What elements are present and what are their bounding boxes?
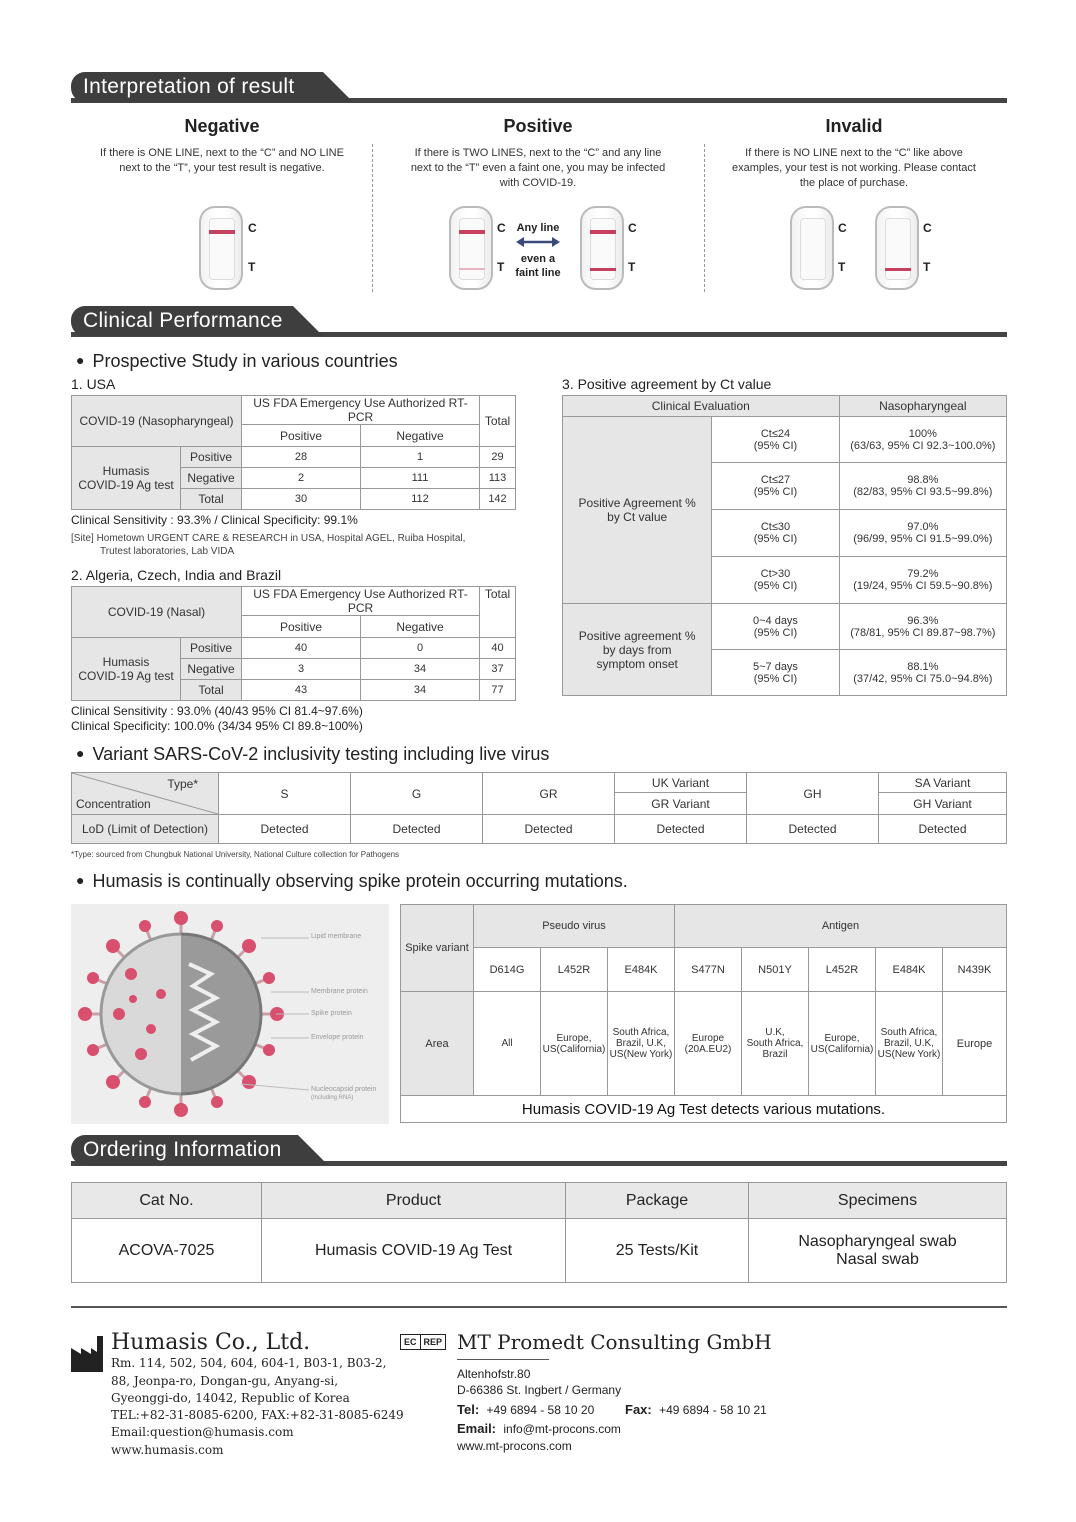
rep-address: Altenhofstr.80	[457, 1367, 531, 1381]
table-row-label: Positive	[181, 447, 242, 468]
virus-label: (Including RNA)	[311, 1095, 354, 1101]
virus-label: Nucleocapsid protein	[311, 1086, 377, 1093]
table-cell: 28	[242, 447, 361, 468]
ct-group-label: Positive agreement % by days from symptom onset	[563, 604, 712, 696]
spike-caption: Humasis COVID-19 Ag Test detects various mutations.	[401, 1096, 1007, 1123]
test-cassette-invalid	[790, 206, 834, 290]
usa-result: Clinical Sensitivity : 93.3% / Clinical Specificity: 99.1%	[71, 513, 358, 527]
company-address: Rm. 114, 502, 504, 604, 604-1, B03-1, B03-2,	[111, 1356, 387, 1370]
manufacturer-icon	[71, 1336, 103, 1372]
negative-title: Negative	[184, 116, 260, 136]
concentration-label: Concentration	[76, 797, 151, 811]
mutation-cell: E484K	[876, 948, 943, 992]
table-header: Clinical Evaluation	[563, 396, 840, 417]
arrow-bottom-label: even a	[520, 253, 556, 265]
positive-text: If there is TWO LINES, next to the “C” and any line next to the “T” even a faint one, you may be infected with COVID-19.	[410, 147, 666, 189]
variant-footnote: *Type: sourced from Chungbuk National University, National Culture collection for Pathogens	[71, 850, 400, 859]
usa-site: [Site] Hometown URGENT CARE & RESEARCH in USA, Hospital AGEL, Ruiba Hospital,	[71, 533, 466, 544]
rep-underline	[457, 1359, 549, 1360]
table-cell: 111	[361, 468, 480, 489]
table-cell: 30	[242, 489, 361, 510]
section-header-interpretation: Interpretation of result	[71, 72, 323, 102]
divider	[704, 144, 705, 292]
variant-col: G	[351, 773, 483, 815]
table-cell: 40	[480, 638, 516, 659]
variant-col: SA Variant	[879, 773, 1007, 793]
rep-label: REP	[423, 1337, 443, 1347]
table-cell: 37	[480, 659, 516, 680]
ct-ci: (63/63, 95% CI 92.3~100.0%)	[850, 439, 996, 452]
table-ref-header: US FDA Emergency Use Authorized RT-PCR	[242, 396, 480, 425]
ct-group-label: Positive Agreement % by Ct value	[563, 417, 712, 604]
ct-key-ci: (95% CI)	[753, 439, 798, 452]
ct-table	[562, 395, 1007, 696]
virus-label: Lipid membrane	[311, 933, 362, 940]
area-cell: All	[474, 992, 541, 1096]
mutation-cell: D614G	[474, 948, 541, 992]
cat-no: ACOVA-7025	[72, 1219, 262, 1283]
table-cell: 34	[361, 659, 480, 680]
ct-key	[712, 463, 839, 510]
ct-key	[712, 604, 839, 650]
algeria-result: Clinical Sensitivity : 93.0% (40/43 95% CI 81.4~97.6%)	[71, 704, 363, 718]
ct-key-value: Ct≤24	[760, 427, 791, 440]
ct-key	[712, 417, 839, 463]
table-cell: 3	[242, 659, 361, 680]
double-arrow-icon	[516, 236, 560, 248]
ct-ci: (37/42, 95% CI 75.0~94.8%)	[853, 672, 993, 685]
area-cell: Europe	[943, 992, 1007, 1096]
table-ref-header: US FDA Emergency Use Authorized RT-PCR	[242, 587, 480, 616]
virus-label: Membrane protein	[311, 988, 368, 995]
mutation-cell: N439K	[943, 948, 1007, 992]
specimen: Nasal swab	[836, 1250, 919, 1268]
virus-illustration	[71, 904, 389, 1124]
table-cell: 29	[480, 447, 516, 468]
negative-text: If there is ONE LINE, next to the “C” and NO LINE next to the “T”, your test result is negative.	[100, 147, 344, 174]
t-label: T	[838, 260, 846, 274]
bullet-heading: ● Prospective Study in various countries	[76, 351, 398, 372]
table-total-header: Total	[480, 587, 516, 638]
variant-col: GR	[483, 773, 615, 815]
variant-col: GH Variant	[879, 793, 1007, 815]
ordering-table	[71, 1182, 1007, 1283]
ct-percent: 79.2%	[907, 568, 939, 580]
variant-col: UK Variant	[615, 773, 747, 793]
area-cell: South Africa, Brazil, U.K, US(New York)	[876, 992, 943, 1096]
table-cell: 113	[480, 468, 516, 489]
tel-value: +49 6894 - 58 10 20	[486, 1403, 595, 1417]
ordering-header: Product	[262, 1183, 566, 1219]
rep-address: D-66386 St. Ingbert / Germany	[457, 1383, 622, 1397]
mutation-cell: S477N	[675, 948, 742, 992]
ct-ci: (78/81, 95% CI 89.87~98.7%)	[850, 626, 996, 639]
rep-company-name: MT Promedt Consulting GmbH	[457, 1330, 772, 1354]
c-label: C	[923, 221, 932, 235]
table-cell: 2	[242, 468, 361, 489]
area-label: Area	[401, 992, 474, 1096]
table-row-label: Total	[181, 680, 242, 701]
company-website: www.humasis.com	[111, 1443, 224, 1457]
invalid-title: Invalid	[825, 116, 883, 136]
footer-rule	[71, 1306, 1007, 1308]
mutation-cell: L452R	[541, 948, 608, 992]
ct-ci: (96/99, 95% CI 91.5~99.0%)	[853, 533, 993, 545]
ct-key-ci: (95% CI)	[753, 533, 798, 545]
tel-label: Tel:	[457, 1402, 480, 1417]
rep-website: www.mt-procons.com	[457, 1439, 572, 1453]
table-cell: 77	[480, 680, 516, 701]
usa-site: Trutest laboratories, Lab VIDA	[100, 546, 235, 557]
table-cell: 142	[480, 489, 516, 510]
test-cassette-positive	[580, 206, 624, 290]
mutation-cell: L452R	[809, 948, 876, 992]
table-cell: 40	[242, 638, 361, 659]
ct-key-value: Ct≤30	[760, 521, 791, 533]
package: 25 Tests/Kit	[566, 1219, 749, 1283]
specimen: Nasopharyngeal swab	[798, 1232, 957, 1250]
test-name: COVID-19 Ag test	[78, 478, 174, 492]
ct-value	[839, 417, 1006, 463]
ct-percent: 88.1%	[907, 660, 939, 673]
mutation-cell: E484K	[608, 948, 675, 992]
spike-variant-label: Spike variant	[401, 905, 474, 992]
ec-rep-icon	[400, 1334, 446, 1350]
ct-percent: 98.8%	[907, 474, 939, 486]
area-cell: U.K, South Africa, Brazil	[742, 992, 809, 1096]
arrow-bottom-label: faint line	[515, 267, 561, 279]
rep-tel	[457, 1402, 594, 1417]
ordering-header: Specimens	[749, 1183, 1007, 1219]
company-email: Email:question@humasis.com	[111, 1425, 294, 1439]
ct-key-ci: (95% CI)	[753, 672, 798, 685]
variant-col: GR Variant	[615, 793, 747, 815]
divider	[372, 144, 373, 292]
t-label: T	[923, 260, 931, 274]
ct-percent: 97.0%	[907, 521, 939, 533]
rep-email	[457, 1421, 621, 1436]
ct-key-value: Ct>30	[760, 568, 791, 580]
table-corner: COVID-19 (Nasopharyngeal)	[72, 396, 242, 447]
type-label: Type*	[167, 777, 198, 791]
company-name: Humasis Co., Ltd.	[111, 1330, 311, 1355]
fax-value: +49 6894 - 58 10 21	[659, 1403, 767, 1417]
table-total-header: Total	[480, 396, 516, 447]
table-row-label: Negative	[181, 659, 242, 680]
test-cassette-negative	[199, 206, 243, 290]
ct-value	[839, 604, 1006, 650]
test-name: COVID-19 Ag test	[78, 669, 174, 683]
t-label: T	[628, 260, 636, 274]
bullet-heading: ● Humasis is continually observing spike protein occurring mutations.	[76, 871, 628, 892]
c-label: C	[838, 221, 847, 235]
company-tel-fax: TEL:+82-31-8085-6200, FAX:+82-31-8085-6249	[111, 1408, 404, 1422]
algeria-result: Clinical Specificity: 100.0% (34/34 95% CI 89.8~100%)	[71, 719, 363, 733]
variant-col: GH	[747, 773, 879, 815]
rep-fax	[625, 1402, 767, 1417]
table-cell: 112	[361, 489, 480, 510]
ct-value	[839, 510, 1006, 557]
ct-percent: 100%	[908, 427, 937, 440]
invalid-text: If there is NO LINE next to the “C” like above examples, your test is not working. Please contact the place of purchase.	[732, 147, 976, 189]
usa-table	[71, 395, 516, 510]
table-cell: 0	[361, 638, 480, 659]
area-cell: Europe, US(California)	[809, 992, 876, 1096]
lod-cell: Detected	[879, 815, 1007, 844]
table-col-header: Negative	[361, 425, 480, 447]
test-cassette-invalid	[875, 206, 919, 290]
table-corner: COVID-19 (Nasal)	[72, 587, 242, 638]
usa-title: 1. USA	[71, 376, 116, 392]
c-label: C	[497, 221, 506, 235]
table-row-label: Total	[181, 489, 242, 510]
table-cell: 1	[361, 447, 480, 468]
table-col-header: Positive	[242, 616, 361, 638]
ct-key-value: 5~7 days	[752, 660, 798, 673]
section-header-ordering: Ordering Information	[71, 1135, 298, 1165]
bullet-heading: ● Variant SARS-CoV-2 inclusivity testing including live virus	[76, 744, 549, 765]
ct-percent: 96.3%	[907, 614, 939, 627]
ct-key-value: Ct≤27	[760, 474, 791, 486]
ct-key-ci: (95% CI)	[753, 580, 798, 592]
ct-title: 3. Positive agreement by Ct value	[562, 376, 772, 392]
table-row-label: Negative	[181, 468, 242, 489]
email-label: Email:	[457, 1421, 497, 1436]
area-cell: Europe, US(California)	[541, 992, 608, 1096]
ct-key-ci: (95% CI)	[753, 626, 798, 639]
lod-cell: Detected	[747, 815, 879, 844]
table-header: Nasopharyngeal	[839, 396, 1006, 417]
t-label: T	[497, 260, 505, 274]
ct-key	[712, 510, 839, 557]
c-label: C	[628, 221, 637, 235]
ec-label: EC	[401, 1335, 421, 1349]
mutation-cell: N501Y	[742, 948, 809, 992]
email-value: info@mt-procons.com	[503, 1422, 621, 1436]
variant-col: S	[219, 773, 351, 815]
virus-label: Spike protein	[311, 1010, 352, 1017]
test-name: Humasis	[102, 464, 150, 478]
table-row-group	[72, 447, 181, 510]
table-col-header: Positive	[242, 425, 361, 447]
lod-cell: Detected	[219, 815, 351, 844]
table-col-header: Negative	[361, 616, 480, 638]
virus-label: Envelope protein	[311, 1034, 364, 1041]
positive-title: Positive	[503, 116, 573, 136]
fax-label: Fax:	[625, 1402, 652, 1417]
ordering-header: Cat No.	[72, 1183, 262, 1219]
t-label: T	[248, 260, 256, 274]
ordering-header: Package	[566, 1183, 749, 1219]
spike-table	[400, 904, 1007, 1123]
area-cell: Europe (20A.EU2)	[675, 992, 742, 1096]
antigen-header: Antigen	[675, 905, 1007, 948]
lod-cell: Detected	[351, 815, 483, 844]
ct-key-value: 0~4 days	[752, 614, 798, 627]
product-name: Humasis COVID-19 Ag Test	[262, 1219, 566, 1283]
ct-key	[712, 557, 839, 604]
company-address: 88, Jeonpa-ro, Dongan-gu, Anyang-si,	[111, 1374, 339, 1388]
test-cassette-positive	[449, 206, 493, 290]
ct-ci: (19/24, 95% CI 59.5~90.8%)	[853, 580, 993, 592]
ct-ci: (82/83, 95% CI 93.5~99.8%)	[853, 486, 993, 498]
ct-value	[839, 463, 1006, 510]
test-name: Humasis	[102, 655, 150, 669]
table-cell: 43	[242, 680, 361, 701]
c-label: C	[248, 221, 257, 235]
type-concentration-corner	[72, 773, 219, 815]
lod-cell: Detected	[615, 815, 747, 844]
section-header-clinical: Clinical Performance	[71, 306, 293, 336]
ct-value	[839, 557, 1006, 604]
lod-label: LoD (Limit of Detection)	[72, 815, 219, 844]
algeria-title: 2. Algeria, Czech, India and Brazil	[71, 567, 282, 583]
company-address: Gyeonggi-do, 14042, Republic of Korea	[111, 1391, 350, 1405]
table-cell: 34	[361, 680, 480, 701]
ct-value	[839, 650, 1006, 696]
algeria-table	[71, 586, 516, 701]
arrow-top-label: Any line	[516, 222, 560, 234]
variant-table	[71, 772, 1007, 844]
pseudo-virus-header: Pseudo virus	[474, 905, 675, 948]
table-row-label: Positive	[181, 638, 242, 659]
ct-key-ci: (95% CI)	[753, 486, 798, 498]
lod-cell: Detected	[483, 815, 615, 844]
area-cell: South Africa, Brazil, U.K, US(New York)	[608, 992, 675, 1096]
table-row-group	[72, 638, 181, 701]
specimens	[749, 1219, 1007, 1283]
ct-key	[712, 650, 839, 696]
